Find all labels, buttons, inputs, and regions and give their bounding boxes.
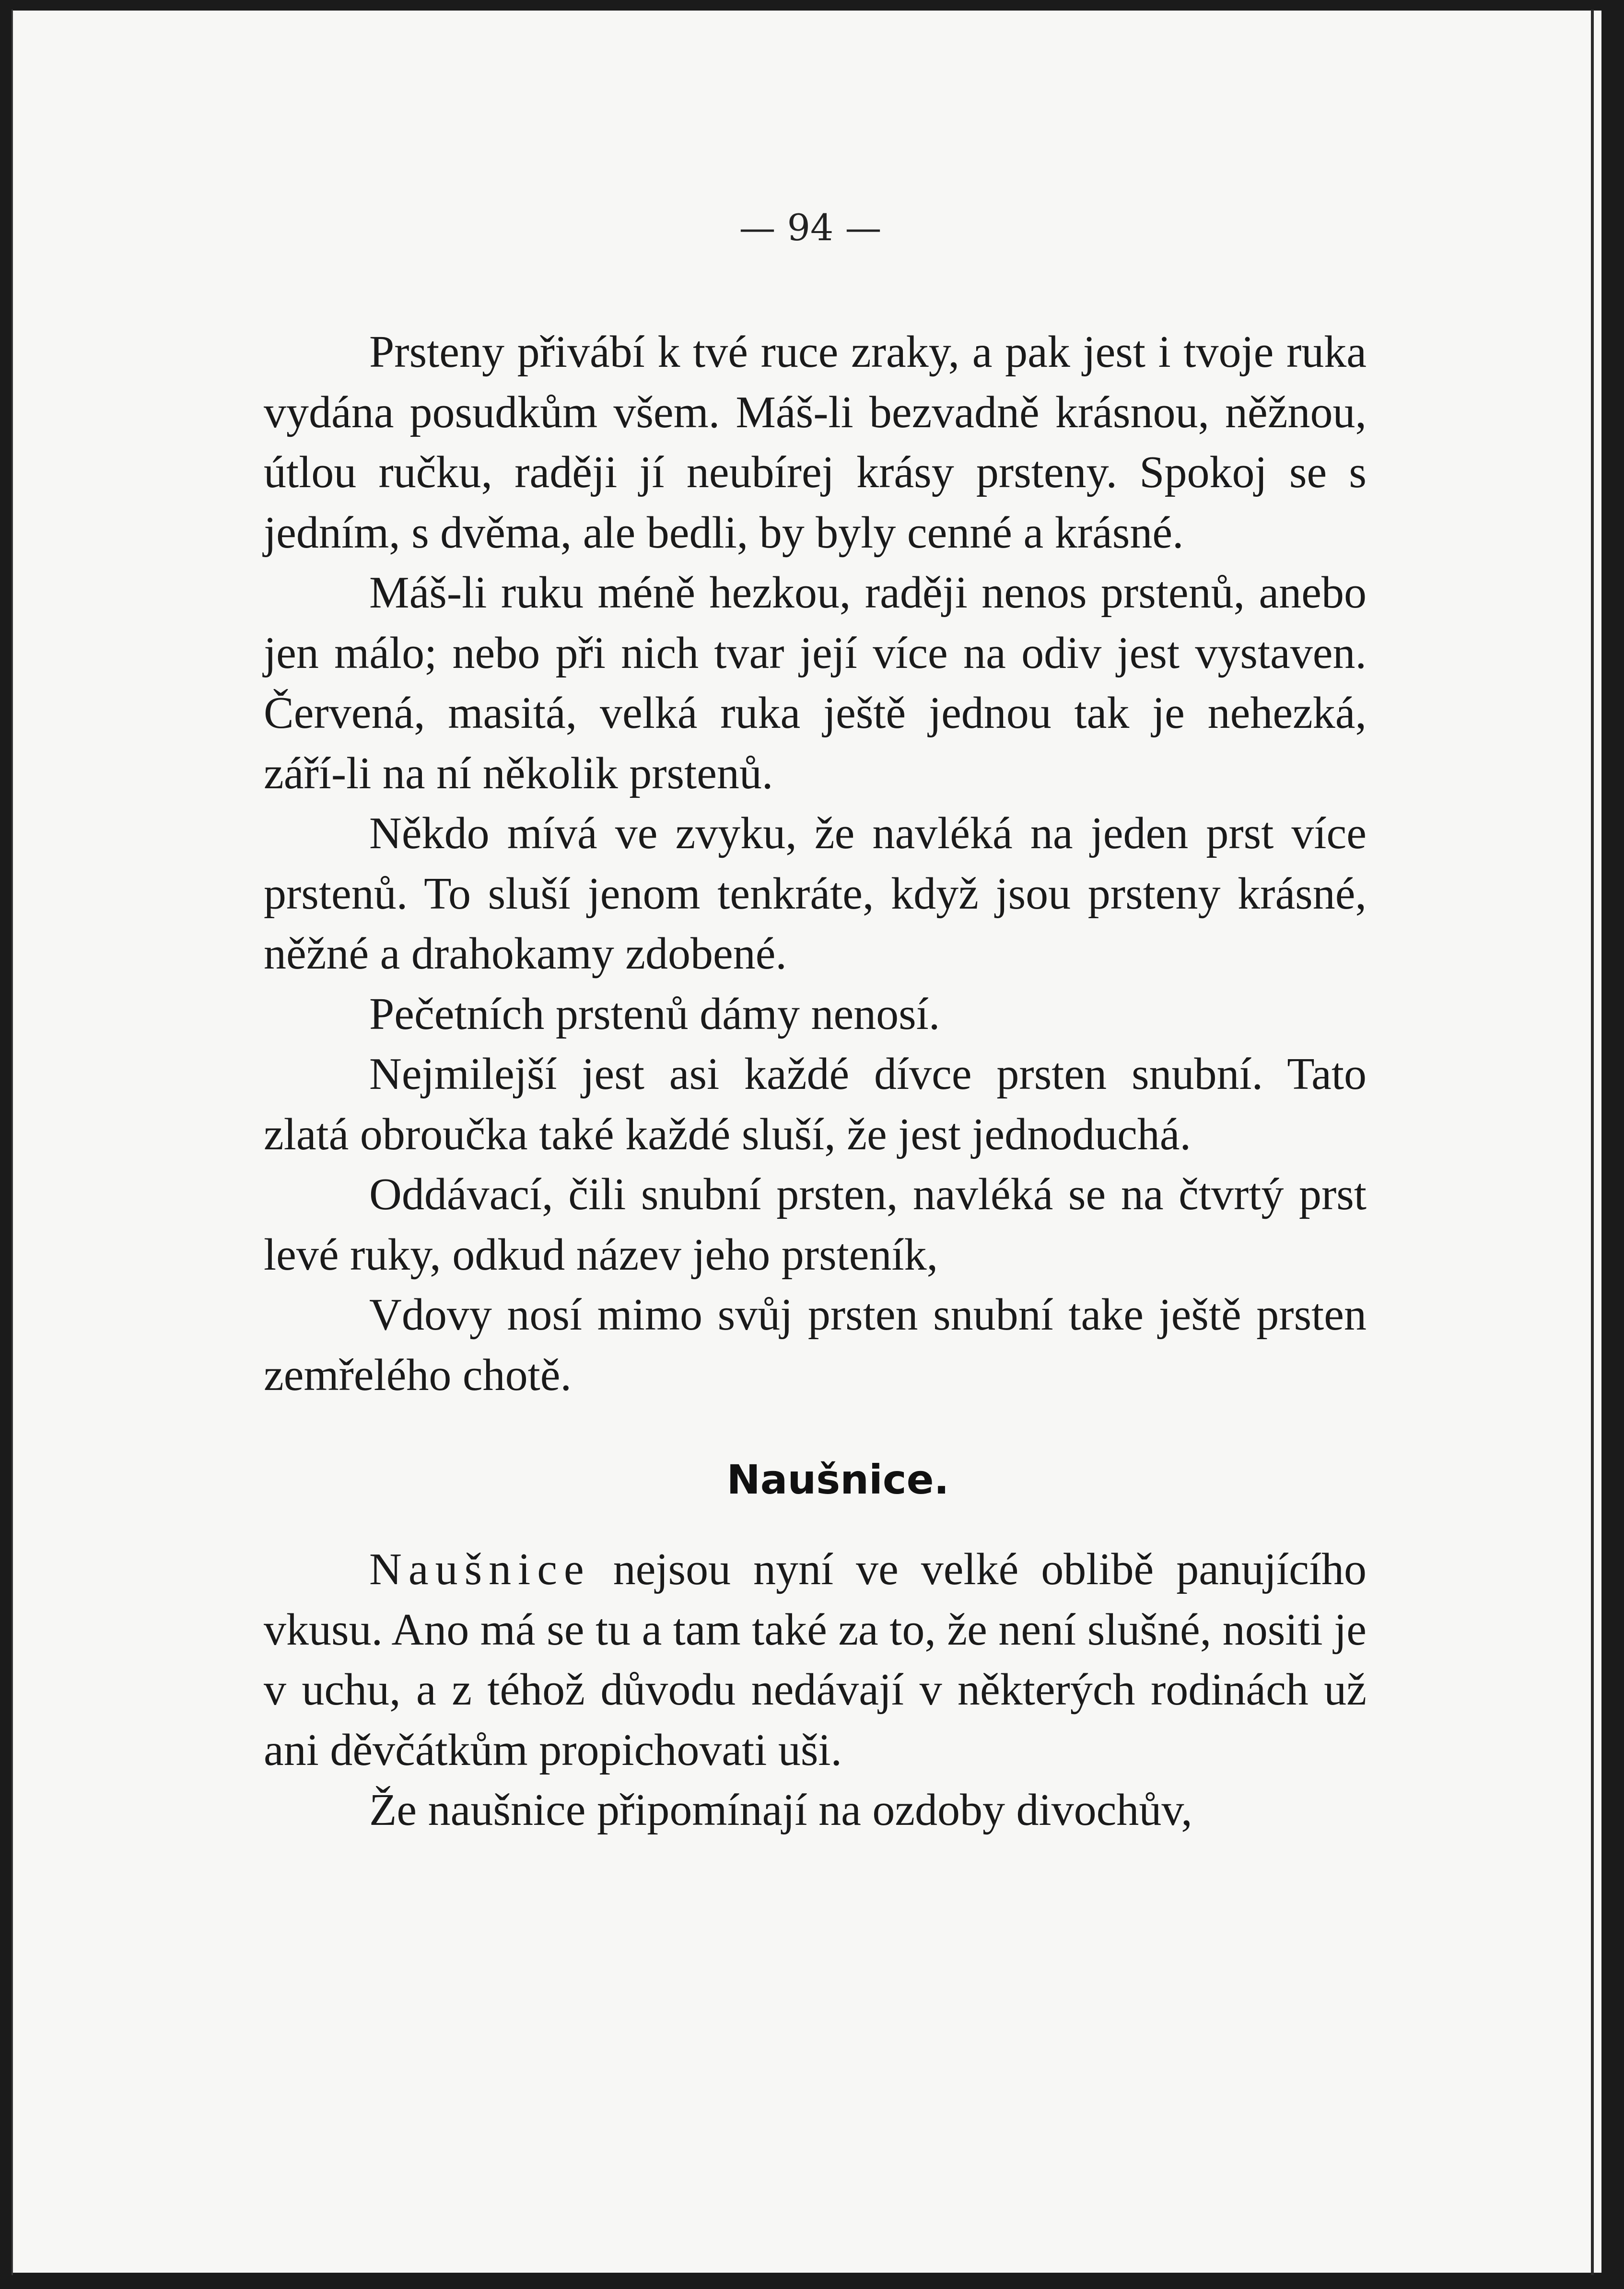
paragraph: Vdovy nosí mimo svůj prsten snubní take ještě prsten zemřelého chotě. [264,1290,1367,1400]
paragraph: Máš-li ruku méně hezkou, raději nenos prstenů, anebo jen málo; nebo při nich tvar její více na odiv jest vystaven. Červená, masitá, velká ruka ještě jednou tak je nehezká, září-li na ní několik prstenů. [264,568,1367,798]
paragraph: Pečetních prstenů dámy nenosí. [369,989,940,1039]
scan-border-top [0,0,1624,11]
paragraph: Oddávací, čili snubní prsten, navléká se na čtvrtý prst levé ruky, odkud název jeho prsteník, [264,1169,1367,1280]
paragraph: Nejmilejší jest asi každé dívce prsten snubní. Tato zlatá obroučka také každé sluší, že jest jednoduchá. [264,1049,1367,1159]
section-spacer [264,1405,1367,1453]
spaced-lead-word: Naušnice [369,1544,591,1594]
paragraph: Prsteny přivábí k tvé ruce zraky, a pak jest i tvoje ruka vydána posudkům všem. Máš-li bezvadně krásnou, něžnou, útlou ručku, raději jí neubírej krásy prsteny. Spokoj se s jedním, s dvěma, ale bedli, by byly cenné a krásné. [264,327,1367,558]
page-number: — 94 — [739,206,882,249]
paragraph: Někdo mívá ve zvyku, že navléká na jeden prst více prstenů. To sluší jenom tenkráte, když jsou prsteny krásné, něžné a drahokamy zdobené. [264,808,1367,979]
scan-border-left [0,0,12,2289]
scan-border-right [1601,0,1624,2289]
paragraph-text: nejsou nyní ve velké oblibě panujícího vkusu. Ano má se tu a tam také za to, že není slušné, nositi je v uchu, a z téhož důvodu nedávají v některých rodinách už ani děvčátkům propichovati uši. [264,1544,1367,1775]
page-edge-rule [1591,10,1594,2275]
paragraph [264,1540,1367,1780]
page-edge-rule-left [12,10,13,2275]
paragraph: Že naušnice připomínají na ozdoby divochův, [369,1785,1192,1835]
body-text [264,322,1367,1841]
section-heading: Naušnice. [726,1456,949,1503]
scan-border-bottom [0,2273,1624,2289]
